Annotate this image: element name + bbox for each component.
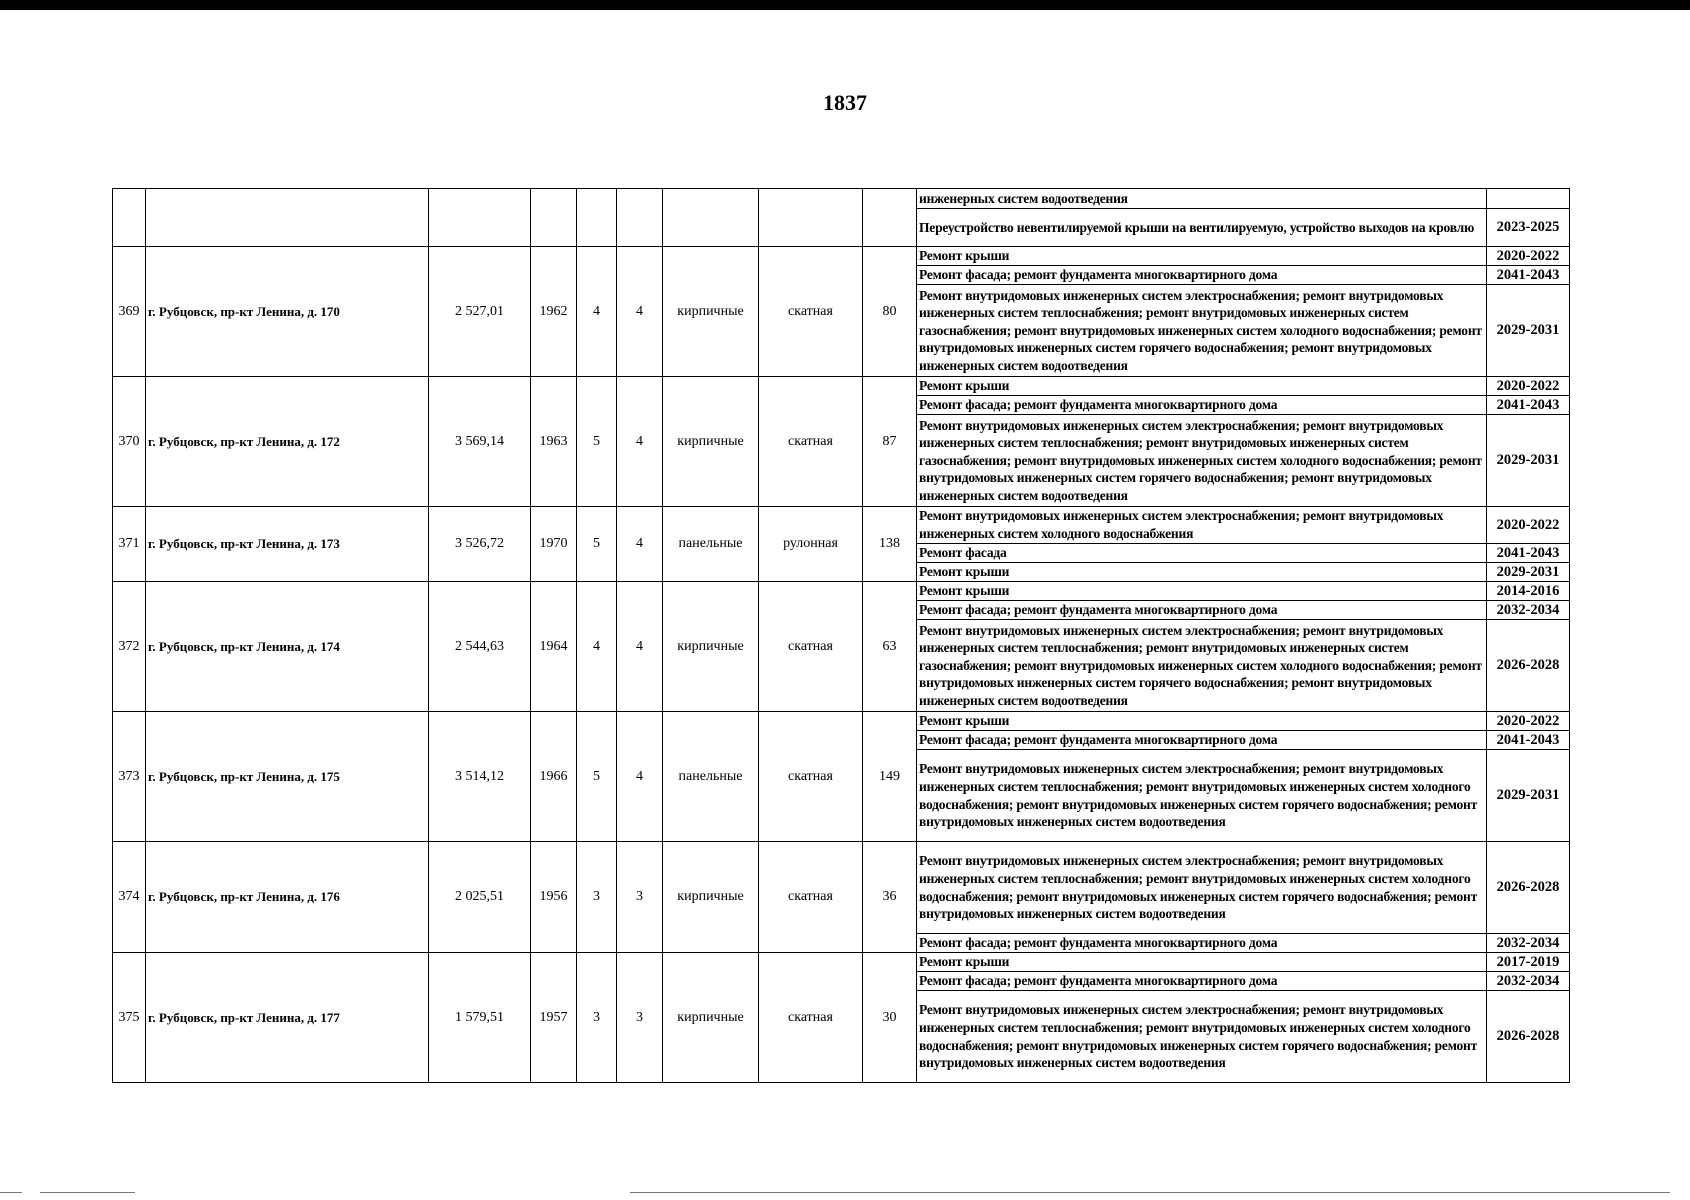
building-number: 375: [113, 953, 146, 1083]
building-area: 2 025,51: [429, 842, 531, 953]
repair-period: 2032-2034: [1487, 934, 1570, 953]
repair-period: [1487, 189, 1570, 209]
building-roof: скатная: [759, 953, 863, 1083]
building-year: 1956: [531, 842, 577, 953]
address-cell: [146, 189, 429, 247]
repair-period: 2029-2031: [1487, 750, 1570, 842]
table-row: [113, 842, 1570, 934]
building-floors: 3: [577, 842, 617, 953]
building-walls: кирпичные: [663, 953, 759, 1083]
repair-work: Ремонт фасада; ремонт фундамента многоквартирного дома: [917, 266, 1487, 285]
area-cell: [429, 189, 531, 247]
building-roof: скатная: [759, 377, 863, 507]
building-walls: панельные: [663, 507, 759, 582]
repair-period: 2029-2031: [1487, 285, 1570, 377]
building-area: 2 544,63: [429, 582, 531, 712]
repair-work: Ремонт фасада: [917, 544, 1487, 563]
building-residents: 30: [863, 953, 917, 1083]
repair-period: 2020-2022: [1487, 712, 1570, 731]
building-floors: 5: [577, 507, 617, 582]
building-area: 1 579,51: [429, 953, 531, 1083]
building-entrances: 3: [617, 842, 663, 953]
repair-work: Ремонт внутридомовых инженерных систем электроснабжения; ремонт внутридомовых инженерных систем теплоснабжения; ремонт внутридомовых инженерных систем газоснабжения; ремонт внутридомовых инженерных систем холодного водоснабжения; ремонт внутридомовых инженерных систем горячего водоснабжения; ремонт внутридомовых инженерных систем водоотведения: [917, 285, 1487, 377]
floors-cell: [577, 189, 617, 247]
repair-work: Ремонт фасада; ремонт фундамента многоквартирного дома: [917, 601, 1487, 620]
number-cell: [113, 189, 146, 247]
table-row: [113, 189, 1570, 209]
repair-period: 2041-2043: [1487, 396, 1570, 415]
building-area: 3 569,14: [429, 377, 531, 507]
building-walls: кирпичные: [663, 377, 759, 507]
bottom-scan-mark: [630, 1192, 1670, 1193]
repair-period: 2029-2031: [1487, 415, 1570, 507]
repair-work: Ремонт крыши: [917, 563, 1487, 582]
repair-work: Ремонт внутридомовых инженерных систем электроснабжения; ремонт внутридомовых инженерных систем теплоснабжения; ремонт внутридомовых инженерных систем газоснабжения; ремонт внутридомовых инженерных систем холодного водоснабжения; ремонт внутридомовых инженерных систем горячего водоснабжения; ремонт внутридомовых инженерных систем водоотведения: [917, 620, 1487, 712]
repair-work: Ремонт внутридомовых инженерных систем электроснабжения; ремонт внутридомовых инженерных систем теплоснабжения; ремонт внутридомовых инженерных систем холодного водоснабжения; ремонт внутридомовых инженерных систем горячего водоснабжения; ремонт внутридомовых инженерных систем водоотведения: [917, 750, 1487, 842]
building-number: 370: [113, 377, 146, 507]
building-walls: кирпичные: [663, 842, 759, 953]
building-roof: рулонная: [759, 507, 863, 582]
repair-work: Ремонт крыши: [917, 712, 1487, 731]
repair-period: 2026-2028: [1487, 842, 1570, 934]
building-address: г. Рубцовск, пр-кт Ленина, д. 176: [146, 842, 429, 953]
repair-work: Ремонт крыши: [917, 377, 1487, 396]
repair-work: Ремонт фасада; ремонт фундамента многоквартирного дома: [917, 731, 1487, 750]
building-address: г. Рубцовск, пр-кт Ленина, д. 175: [146, 712, 429, 842]
building-roof: скатная: [759, 842, 863, 953]
building-floors: 5: [577, 712, 617, 842]
building-roof: скатная: [759, 247, 863, 377]
building-area: 2 527,01: [429, 247, 531, 377]
building-residents: 80: [863, 247, 917, 377]
repair-period: 2026-2028: [1487, 991, 1570, 1083]
building-number: 371: [113, 507, 146, 582]
building-floors: 5: [577, 377, 617, 507]
building-area: 3 526,72: [429, 507, 531, 582]
repair-work: Переустройство невентилируемой крыши на вентилируемую, устройство выходов на кровлю: [917, 209, 1487, 247]
repair-work: Ремонт фасада; ремонт фундамента многоквартирного дома: [917, 934, 1487, 953]
repair-work: Ремонт внутридомовых инженерных систем электроснабжения; ремонт внутридомовых инженерных систем холодного водоснабжения: [917, 507, 1487, 544]
building-number: 373: [113, 712, 146, 842]
building-year: 1966: [531, 712, 577, 842]
building-roof: скатная: [759, 582, 863, 712]
building-entrances: 3: [617, 953, 663, 1083]
building-address: г. Рубцовск, пр-кт Ленина, д. 170: [146, 247, 429, 377]
table-row: [113, 507, 1570, 544]
building-year: 1962: [531, 247, 577, 377]
repair-work: Ремонт фасада; ремонт фундамента многоквартирного дома: [917, 972, 1487, 991]
bottom-scan-mark: [40, 1192, 135, 1193]
building-number: 374: [113, 842, 146, 953]
repair-work: Ремонт внутридомовых инженерных систем электроснабжения; ремонт внутридомовых инженерных систем теплоснабжения; ремонт внутридомовых инженерных систем холодного водоснабжения; ремонт внутридомовых инженерных систем горячего водоснабжения; ремонт внутридомовых инженерных систем водоотведения: [917, 842, 1487, 934]
repair-work: Ремонт крыши: [917, 953, 1487, 972]
building-address: г. Рубцовск, пр-кт Ленина, д. 174: [146, 582, 429, 712]
building-walls: кирпичные: [663, 582, 759, 712]
repair-work: Ремонт крыши: [917, 247, 1487, 266]
building-entrances: 4: [617, 377, 663, 507]
building-number: 369: [113, 247, 146, 377]
roof-cell: [759, 189, 863, 247]
repair-work: Ремонт крыши: [917, 582, 1487, 601]
repair-work: инженерных систем водоотведения: [917, 189, 1487, 209]
building-residents: 87: [863, 377, 917, 507]
repair-period: 2041-2043: [1487, 266, 1570, 285]
repair-period: 2020-2022: [1487, 507, 1570, 544]
building-year: 1963: [531, 377, 577, 507]
building-area: 3 514,12: [429, 712, 531, 842]
repair-period: 2041-2043: [1487, 544, 1570, 563]
building-floors: 4: [577, 247, 617, 377]
bottom-scan-mark: [0, 1192, 22, 1193]
repair-period: 2029-2031: [1487, 563, 1570, 582]
repair-period: 2020-2022: [1487, 377, 1570, 396]
building-year: 1964: [531, 582, 577, 712]
building-address: г. Рубцовск, пр-кт Ленина, д. 172: [146, 377, 429, 507]
page-number: 1837: [823, 90, 867, 115]
building-entrances: 4: [617, 507, 663, 582]
table-row: [113, 377, 1570, 396]
walls-cell: [663, 189, 759, 247]
building-number: 372: [113, 582, 146, 712]
table-row: [113, 247, 1570, 266]
repair-period: 2026-2028: [1487, 620, 1570, 712]
building-floors: 4: [577, 582, 617, 712]
building-walls: панельные: [663, 712, 759, 842]
repair-work: Ремонт фасада; ремонт фундамента многоквартирного дома: [917, 396, 1487, 415]
repair-period: 2041-2043: [1487, 731, 1570, 750]
housing-repair-table: [112, 188, 1570, 1083]
repair-work: Ремонт внутридомовых инженерных систем электроснабжения; ремонт внутридомовых инженерных систем теплоснабжения; ремонт внутридомовых инженерных систем холодного водоснабжения; ремонт внутридомовых инженерных систем горячего водоснабжения; ремонт внутридомовых инженерных систем водоотведения: [917, 991, 1487, 1083]
repair-period: 2023-2025: [1487, 209, 1570, 247]
building-residents: 138: [863, 507, 917, 582]
top-scan-border: [0, 0, 1690, 10]
building-entrances: 4: [617, 712, 663, 842]
building-residents: 36: [863, 842, 917, 953]
table-row: [113, 582, 1570, 601]
building-year: 1957: [531, 953, 577, 1083]
repair-work: Ремонт внутридомовых инженерных систем электроснабжения; ремонт внутридомовых инженерных систем теплоснабжения; ремонт внутридомовых инженерных систем газоснабжения; ремонт внутридомовых инженерных систем холодного водоснабжения; ремонт внутридомовых инженерных систем горячего водоснабжения; ремонт внутридомовых инженерных систем водоотведения: [917, 415, 1487, 507]
building-residents: 63: [863, 582, 917, 712]
building-walls: кирпичные: [663, 247, 759, 377]
repair-period: 2020-2022: [1487, 247, 1570, 266]
building-entrances: 4: [617, 582, 663, 712]
building-residents: 149: [863, 712, 917, 842]
building-entrances: 4: [617, 247, 663, 377]
repair-period: 2032-2034: [1487, 972, 1570, 991]
building-address: г. Рубцовск, пр-кт Ленина, д. 177: [146, 953, 429, 1083]
residents-cell: [863, 189, 917, 247]
building-roof: скатная: [759, 712, 863, 842]
entrances-cell: [617, 189, 663, 247]
table-row: [113, 712, 1570, 731]
building-year: 1970: [531, 507, 577, 582]
table-row: [113, 953, 1570, 972]
building-floors: 3: [577, 953, 617, 1083]
building-address: г. Рубцовск, пр-кт Ленина, д. 173: [146, 507, 429, 582]
repair-period: 2032-2034: [1487, 601, 1570, 620]
year-cell: [531, 189, 577, 247]
table-body: [113, 189, 1570, 1083]
repair-period: 2014-2016: [1487, 582, 1570, 601]
repair-period: 2017-2019: [1487, 953, 1570, 972]
